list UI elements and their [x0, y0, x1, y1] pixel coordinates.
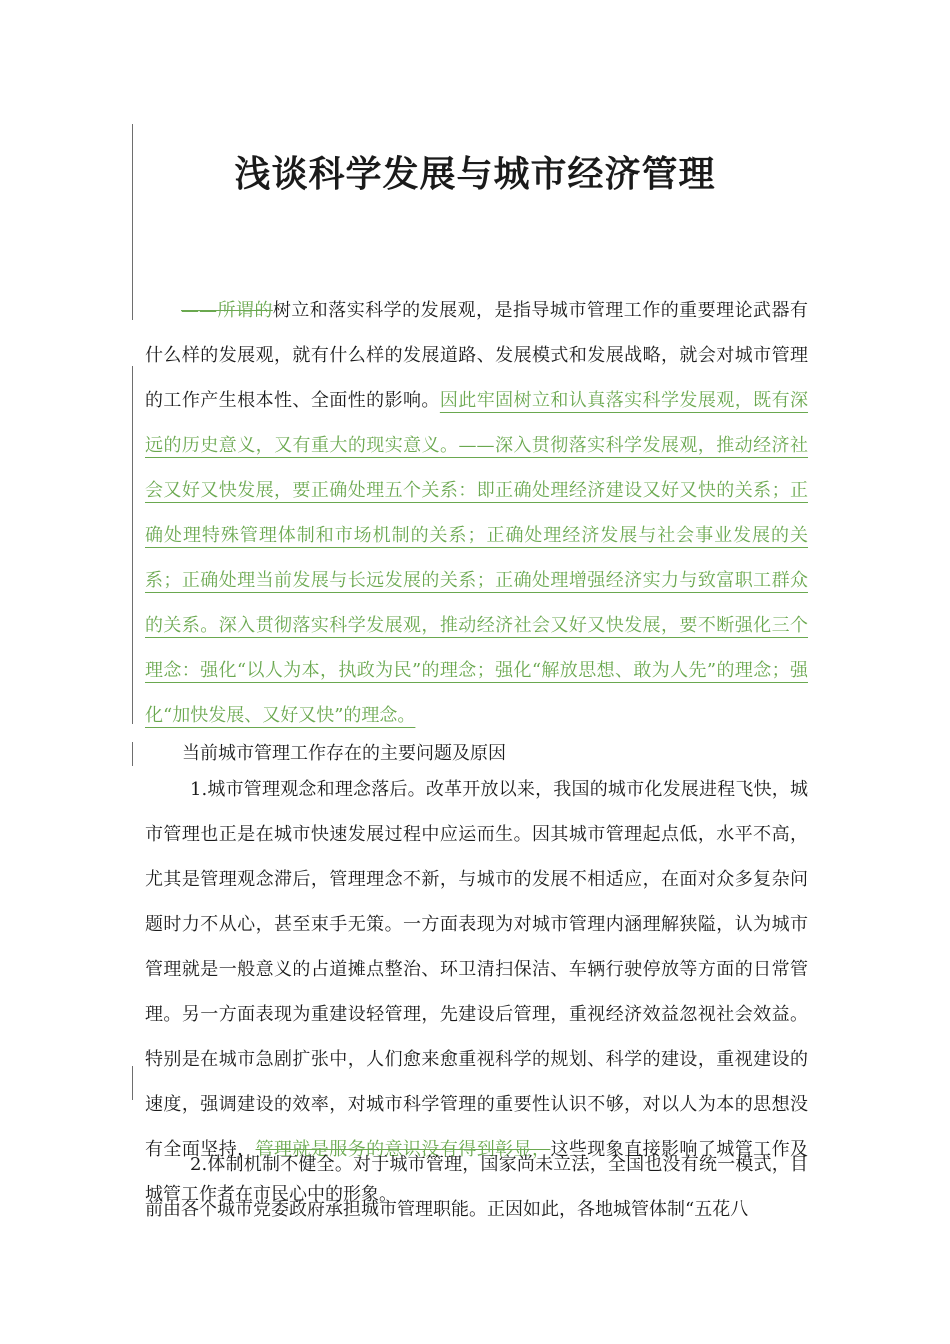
section-heading: 当前城市管理工作存在的主要问题及原因: [182, 743, 506, 764]
body-text: 树立和落实科学的发展观，是指导城市管理工作的重要理论武器有什么样的发展观，就有什么样的发展道路、发展模式和发展战略，就会对城市管理的工作产生根本性、全面性的影响。: [145, 300, 808, 411]
document-title: 浅谈科学发展与城市经济管理: [234, 153, 716, 196]
intro-paragraph: [145, 288, 808, 738]
change-bar: [132, 1066, 133, 1100]
change-bar: [132, 366, 133, 724]
item-2-paragraph: [145, 1142, 808, 1232]
body-text: 2.体制机制不健全。对于城市管理，国家尚未立法，全国也没有统一模式，目前由各个城市党委政府承担城市管理职能。正因如此，各地城管体制“五花八: [145, 1154, 808, 1220]
deleted-text: 管理就是服务的意识没有得到彰显，: [255, 1139, 551, 1160]
body-text: 这些现象直接影响了城管工作及城管工作者在市民心中的形象。: [145, 1139, 809, 1205]
inserted-text: 深入贯彻落实科学发展观，推动经济社会又好又快发展，要正确处理五个关系：即正确处理经济建设又好又快的关系；正确处理特殊管理体制和市场机制的关系；正确处理经济发展与社会事业发展的关系；正确处理当前发展与长远发展的关系；正确处理增强经济实力与致富职工群众的关系。深入贯彻落实科学发展观，推动经济社会又好又快发展，要不断强化三个理念：强化“以人为本，执政为民”的理念；强化“解放思想、敢为人先”的理念；强化“加快发展、又好又快”的理念。: [145, 435, 808, 726]
body-text: 1.城市管理观念和理念落后。改革开放以来，我国的城市化发展进程飞快，城市管理也正是在城市快速发展过程中应运而生。因其城市管理起点低，水平不高，尤其是管理观念滞后，管理理念不新，与城市的发展不相适应，在面对众多复杂问题时力不从心，甚至束手无策。一方面表现为对城市管理内涵理解狭隘，认为城市管理就是一般意义的占道摊点整治、环卫清扫保洁、车辆行驶停放等方面的日常管理。另一方面表现为重建设轻管理，先建设后管理，重视经济效益忽视社会效益。特别是在城市急剧扩张中，人们愈来愈重视科学的规划、科学的建设，重视建设的速度，强调建设的效率，对城市科学管理的重要性认识不够，对以人为本的思想没有全面坚持，: [145, 779, 808, 1160]
deleted-text: ——所谓的: [181, 300, 273, 321]
change-bar: [132, 742, 133, 766]
deleted-text: 因此牢固树立和认真落实科学发展观，既有深远的历史意义，又有重大的现实意义。——: [145, 390, 809, 456]
